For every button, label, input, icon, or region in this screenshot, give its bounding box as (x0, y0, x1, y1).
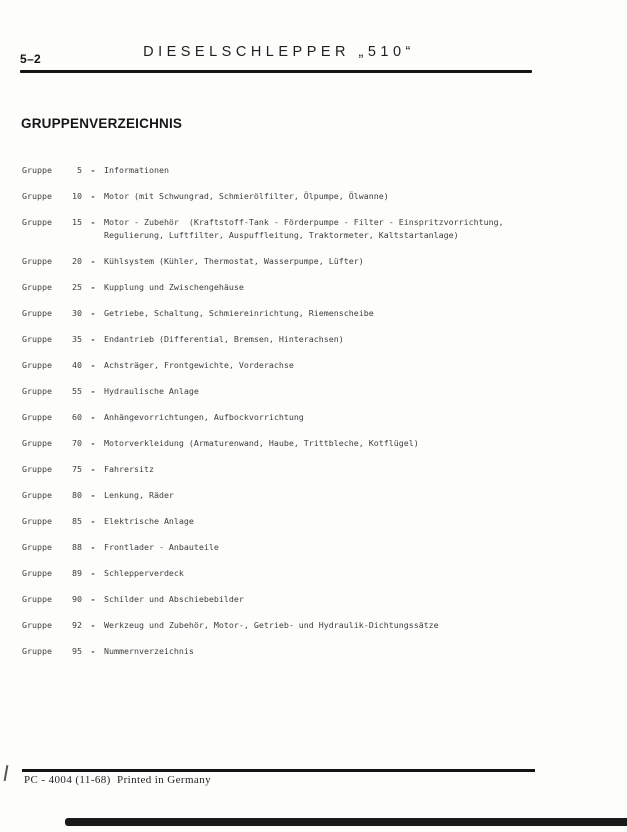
group-separator: - (90, 438, 96, 448)
group-label: Gruppe (22, 308, 52, 318)
group-description-line: Motorverkleidung (Armaturenwand, Haube, Trittbleche, Kotflügel) (104, 438, 419, 448)
group-description-line: Regulierung, Luftfilter, Auspuffleitung, Traktormeter, Kaltstartanlage) (104, 230, 459, 240)
group-label: Gruppe (22, 334, 52, 344)
group-label: Gruppe (22, 438, 52, 448)
group-number: 80 (72, 490, 82, 500)
group-description (104, 411, 627, 424)
group-description (104, 359, 627, 372)
group-number: 35 (72, 334, 82, 344)
group-label: Gruppe (22, 191, 52, 201)
group-row (0, 190, 627, 203)
group-description-line: Fahrersitz (104, 464, 154, 474)
group-number: 89 (72, 568, 82, 578)
group-row (0, 307, 627, 320)
group-description-line: Motor (mit Schwungrad, Schmierölfilter, Ölpumpe, Ölwanne) (104, 191, 389, 201)
group-description-line: Motor - Zubehör (Kraftstoff-Tank - Förderpumpe - Filter - Einspritzvorrichtung, (104, 217, 504, 227)
group-label: Gruppe (22, 568, 52, 578)
footer-rule (22, 769, 535, 772)
group-description (104, 190, 627, 203)
group-row (0, 567, 627, 580)
group-label: Gruppe (22, 360, 52, 370)
group-description-line: Lenkung, Räder (104, 490, 174, 500)
group-label: Gruppe (22, 282, 52, 292)
group-description-line: Frontlader - Anbauteile (104, 542, 219, 552)
group-label: Gruppe (22, 217, 52, 227)
scan-edge-shadow (65, 818, 627, 826)
group-separator: - (90, 542, 96, 552)
group-row (0, 216, 627, 242)
group-separator: - (90, 516, 96, 526)
group-row (0, 489, 627, 502)
group-separator: - (90, 594, 96, 604)
group-row (0, 515, 627, 528)
group-separator: - (90, 282, 96, 292)
group-description-line: Schlepperverdeck (104, 568, 184, 578)
group-label: Gruppe (22, 165, 52, 175)
group-row (0, 541, 627, 554)
header-rule (20, 70, 532, 73)
group-description (104, 541, 627, 554)
group-separator: - (90, 165, 96, 175)
group-number: 20 (72, 256, 82, 266)
group-label: Gruppe (22, 620, 52, 630)
document-title: DIESELSCHLEPPER „510“ (143, 44, 415, 60)
group-label: Gruppe (22, 386, 52, 396)
group-row (0, 437, 627, 450)
group-description (104, 307, 627, 320)
group-row (0, 281, 627, 294)
group-description-line: Kühlsystem (Kühler, Thermostat, Wasserpumpe, Lüfter) (104, 256, 364, 266)
group-description (104, 281, 627, 294)
group-separator: - (90, 308, 96, 318)
group-row (0, 593, 627, 606)
group-separator: - (90, 620, 96, 630)
group-row (0, 255, 627, 268)
group-description-line: Kupplung und Zwischengehäuse (104, 282, 244, 292)
group-number: 40 (72, 360, 82, 370)
group-description (104, 164, 627, 177)
group-separator: - (90, 386, 96, 396)
group-separator: - (90, 412, 96, 422)
group-description (104, 216, 627, 242)
group-number: 25 (72, 282, 82, 292)
group-separator: - (90, 568, 96, 578)
group-description-line: Anhängevorrichtungen, Aufbockvorrichtung (104, 412, 304, 422)
group-label: Gruppe (22, 490, 52, 500)
group-row (0, 385, 627, 398)
section-heading: GRUPPENVERZEICHNIS (21, 116, 183, 131)
group-description (104, 515, 627, 528)
group-label: Gruppe (22, 464, 52, 474)
group-number: 95 (72, 646, 82, 656)
group-label: Gruppe (22, 256, 52, 266)
group-description-line: Werkzeug und Zubehör, Motor-, Getrieb- und Hydraulik-Dichtungssätze (104, 620, 439, 630)
group-description (104, 619, 627, 632)
group-number: 30 (72, 308, 82, 318)
group-description (104, 489, 627, 502)
group-description-line: Elektrische Anlage (104, 516, 194, 526)
group-description (104, 567, 627, 580)
group-row (0, 333, 627, 346)
group-number: 88 (72, 542, 82, 552)
footer-imprint: PC - 4004 (11-68) Printed in Germany (24, 774, 212, 786)
group-row (0, 463, 627, 476)
group-label: Gruppe (22, 412, 52, 422)
group-description-line: Hydraulische Anlage (104, 386, 199, 396)
group-number: 60 (72, 412, 82, 422)
group-list (0, 164, 627, 671)
group-label: Gruppe (22, 594, 52, 604)
group-description (104, 385, 627, 398)
group-description (104, 255, 627, 268)
group-number: 10 (72, 191, 82, 201)
group-description (104, 645, 627, 658)
group-number: 55 (72, 386, 82, 396)
group-number: 70 (72, 438, 82, 448)
group-label: Gruppe (22, 516, 52, 526)
group-row (0, 619, 627, 632)
group-description-line: Endantrieb (Differential, Bremsen, Hinterachsen) (104, 334, 344, 344)
group-description-line: Nummernverzeichnis (104, 646, 194, 656)
group-separator: - (90, 646, 96, 656)
group-description (104, 333, 627, 346)
group-number: 5 (77, 165, 82, 175)
page-number: 5–2 (20, 52, 41, 66)
group-row (0, 645, 627, 658)
group-row (0, 359, 627, 372)
group-description-line: Schilder und Abschiebebilder (104, 594, 244, 604)
group-description (104, 463, 627, 476)
pen-tick-mark (4, 765, 8, 781)
group-number: 90 (72, 594, 82, 604)
group-label: Gruppe (22, 646, 52, 656)
group-number: 85 (72, 516, 82, 526)
group-separator: - (90, 217, 96, 227)
group-description-line: Getriebe, Schaltung, Schmiereinrichtung, Riemenscheibe (104, 308, 374, 318)
group-number: 92 (72, 620, 82, 630)
group-description-line: Informationen (104, 165, 169, 175)
group-number: 15 (72, 217, 82, 227)
group-description (104, 437, 627, 450)
group-separator: - (90, 334, 96, 344)
group-row (0, 411, 627, 424)
group-label: Gruppe (22, 542, 52, 552)
group-separator: - (90, 256, 96, 266)
group-separator: - (90, 464, 96, 474)
group-description-line: Achsträger, Frontgewichte, Vorderachse (104, 360, 294, 370)
group-separator: - (90, 360, 96, 370)
group-separator: - (90, 191, 96, 201)
group-number: 75 (72, 464, 82, 474)
group-separator: - (90, 490, 96, 500)
group-description (104, 593, 627, 606)
group-row (0, 164, 627, 177)
